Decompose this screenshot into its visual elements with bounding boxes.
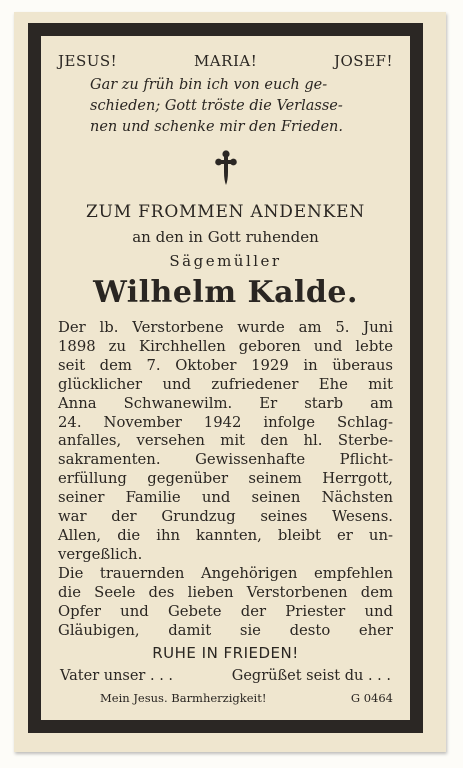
biography-line: Gläubigen, damit sie desto eher (58, 621, 393, 639)
cross-icon (58, 150, 393, 186)
biography-line: erfüllung gegenüber seinem Herrgott, (58, 470, 393, 488)
biography-line: glücklicher und zufriedener Ehe mit (58, 375, 393, 393)
biography-line: 24. November 1942 infolge Schlag- (58, 413, 393, 431)
deceased-name: Wilhelm Kalde. (93, 275, 358, 310)
closing-phrase: RUHE IN FRIEDEN! (152, 644, 299, 663)
biography-line: Allen, die ihn kannten, bleibt er un- (58, 526, 393, 544)
prayer-our-father: Vater unser . . . (60, 668, 174, 685)
biography (58, 319, 393, 640)
invocation-josef: JOSEF! (334, 52, 393, 70)
footer-invocation: Mein Jesus. Barmherzigkeit! (100, 691, 267, 706)
verse-line: schieden; Gott tröste die Verlasse- (90, 98, 343, 114)
invocation-row (58, 52, 393, 70)
memorial-subheading: an den in Gott ruhenden (132, 228, 319, 246)
biography-line: 1898 zu Kirchhellen geboren und lebte (58, 337, 393, 355)
verse-line: nen und schenke mir den Frieden. (90, 119, 343, 135)
prayer-row (58, 668, 393, 684)
biography-line: die Seele des lieben Verstorbenen dem (58, 583, 393, 601)
verse-line: Gar zu früh bin ich von euch ge- (90, 77, 328, 93)
verse (90, 75, 393, 138)
memorial-card (14, 12, 446, 752)
biography-line: war der Grundzug seines Wesens. (58, 508, 393, 526)
biography-line: vergeßlich. (58, 545, 143, 563)
footer (58, 691, 393, 705)
biography-line: Anna Schwanewilm. Er starb am (58, 394, 393, 412)
prayer-hail-mary: Gegrüßet seist du . . . (231, 668, 391, 685)
invocation-maria: MARIA! (193, 52, 258, 70)
memorial-heading: ZUM FROMMEN ANDENKEN (85, 202, 366, 222)
card-content (41, 36, 410, 720)
biography-line: Die trauernden Angehörigen empfehlen (58, 564, 393, 582)
biography-line: Opfer und Gebete der Priester und (58, 602, 393, 620)
biography-line: anfalles, versehen mit den hl. Sterbe- (58, 432, 393, 450)
black-border-frame (28, 23, 423, 733)
biography-line: Der lb. Verstorbene wurde am 5. Juni (58, 319, 393, 336)
biography-line: seiner Familie und seinen Nächsten (58, 489, 393, 507)
occupation: Sägemüller (169, 252, 282, 270)
print-code: G 0464 (350, 691, 393, 706)
invocation-jesus: JESUS! (58, 52, 118, 70)
biography-line: seit dem 7. Oktober 1929 in überaus (58, 356, 393, 374)
biography-line: sakramenten. Gewissenhafte Pflicht- (58, 451, 393, 469)
